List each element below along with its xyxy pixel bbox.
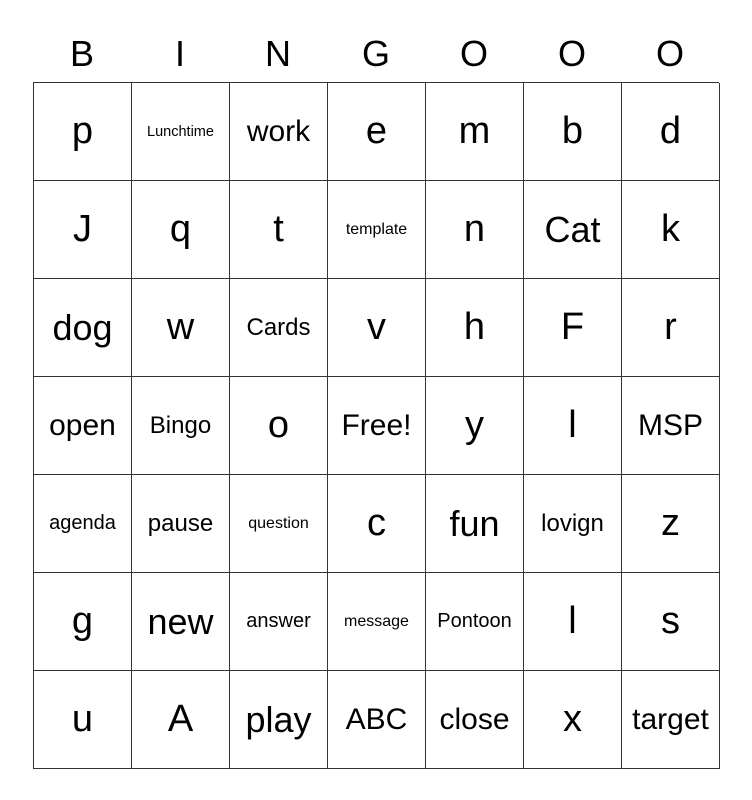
bingo-cell[interactable]: Cat xyxy=(524,181,622,279)
header-letter-o-3: O xyxy=(655,33,684,74)
bingo-cell[interactable]: message xyxy=(328,573,426,671)
bingo-cell[interactable]: p xyxy=(34,83,132,181)
bingo-cell[interactable]: m xyxy=(426,83,524,181)
bingo-cell[interactable]: l xyxy=(524,377,622,475)
bingo-cell[interactable]: Pontoon xyxy=(426,573,524,671)
bingo-cell[interactable]: v xyxy=(328,279,426,377)
bingo-cell[interactable]: dog xyxy=(34,279,132,377)
bingo-cell[interactable]: open xyxy=(34,377,132,475)
bingo-cell[interactable]: Lunchtime xyxy=(132,83,230,181)
bingo-cell[interactable]: Cards xyxy=(230,279,328,377)
bingo-cell[interactable]: h xyxy=(426,279,524,377)
bingo-cell[interactable]: z xyxy=(622,475,720,573)
bingo-card xyxy=(33,30,719,769)
bingo-cell[interactable]: e xyxy=(328,83,426,181)
bingo-cell[interactable]: close xyxy=(426,671,524,769)
bingo-cell[interactable]: x xyxy=(524,671,622,769)
bingo-cell[interactable]: MSP xyxy=(622,377,720,475)
bingo-cell[interactable]: A xyxy=(132,671,230,769)
bingo-cell[interactable]: F xyxy=(524,279,622,377)
header-letter-o-1: O xyxy=(459,33,488,74)
bingo-cell[interactable]: answer xyxy=(230,573,328,671)
bingo-cell[interactable]: d xyxy=(622,83,720,181)
bingo-cell[interactable]: w xyxy=(132,279,230,377)
bingo-cell[interactable]: agenda xyxy=(34,475,132,573)
bingo-cell[interactable]: play xyxy=(230,671,328,769)
bingo-header xyxy=(33,30,719,82)
bingo-cell[interactable]: ABC xyxy=(328,671,426,769)
bingo-cell[interactable]: r xyxy=(622,279,720,377)
bingo-cell[interactable]: Bingo xyxy=(132,377,230,475)
bingo-cell[interactable]: y xyxy=(426,377,524,475)
header-letter-g: G xyxy=(361,33,390,74)
bingo-cell[interactable]: k xyxy=(622,181,720,279)
bingo-cell[interactable]: q xyxy=(132,181,230,279)
bingo-cell[interactable]: J xyxy=(34,181,132,279)
bingo-cell[interactable]: question xyxy=(230,475,328,573)
bingo-grid xyxy=(33,82,719,769)
bingo-cell[interactable]: template xyxy=(328,181,426,279)
bingo-cell[interactable]: b xyxy=(524,83,622,181)
bingo-cell[interactable]: g xyxy=(34,573,132,671)
bingo-cell[interactable]: new xyxy=(132,573,230,671)
bingo-cell[interactable]: fun xyxy=(426,475,524,573)
header-letter-o-2: O xyxy=(557,33,586,74)
bingo-cell[interactable]: l xyxy=(524,573,622,671)
bingo-cell[interactable]: target xyxy=(622,671,720,769)
bingo-cell[interactable]: pause xyxy=(132,475,230,573)
bingo-cell[interactable]: lovign xyxy=(524,475,622,573)
header-letter-b: B xyxy=(69,33,94,74)
header-letter-n: N xyxy=(265,33,291,74)
bingo-cell[interactable]: Free! xyxy=(328,377,426,475)
bingo-cell[interactable]: t xyxy=(230,181,328,279)
bingo-cell[interactable]: n xyxy=(426,181,524,279)
bingo-cell[interactable]: u xyxy=(34,671,132,769)
bingo-cell[interactable]: o xyxy=(230,377,328,475)
bingo-cell[interactable]: work xyxy=(230,83,328,181)
bingo-cell[interactable]: c xyxy=(328,475,426,573)
bingo-cell[interactable]: s xyxy=(622,573,720,671)
header-letter-i: I xyxy=(174,33,185,74)
